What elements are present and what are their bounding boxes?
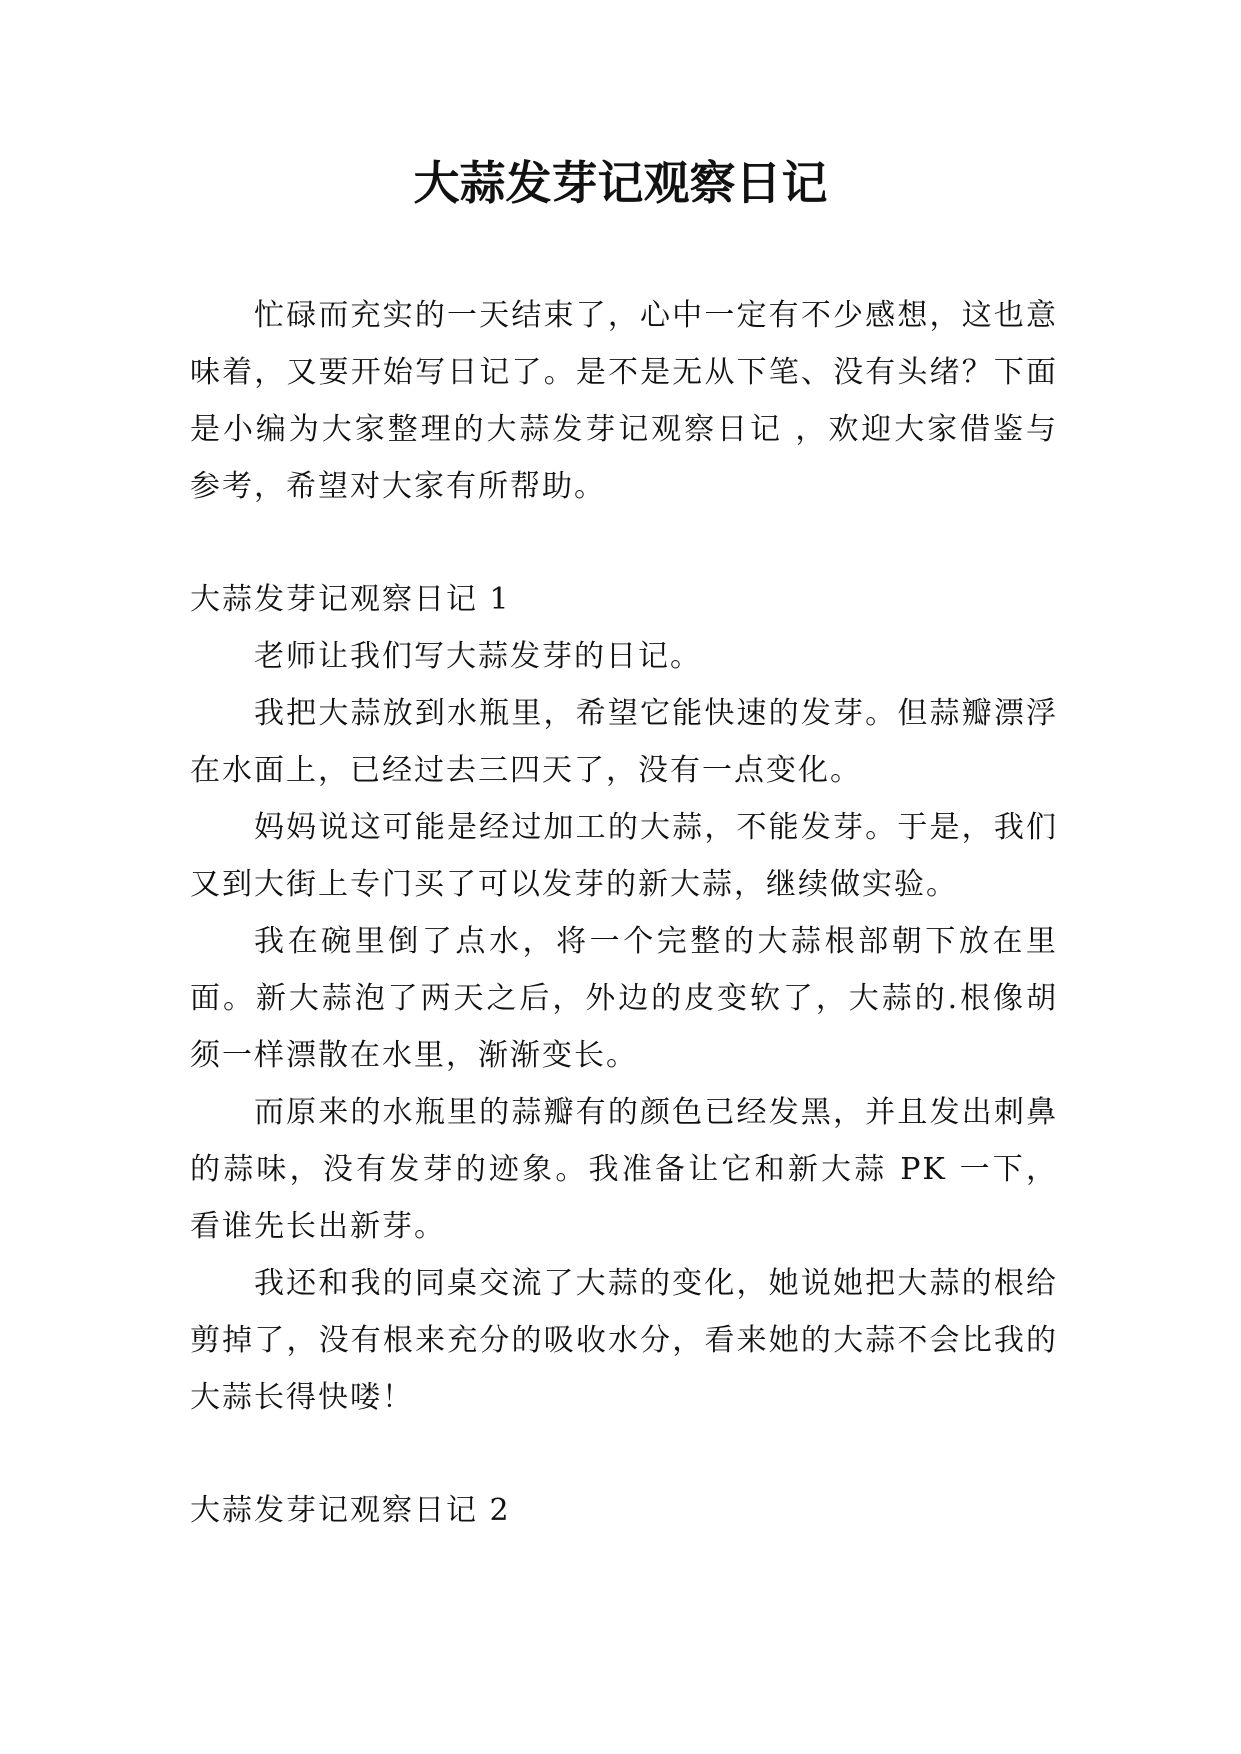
diary-section-2 [190,1482,1058,1539]
section-heading: 大蒜发芽记观察日记 1 [190,582,511,617]
document-title: 大蒜发芽记观察日记 [413,156,828,210]
diary-section-1 [190,571,1058,1426]
section-spacer [190,1426,1058,1482]
section-paragraph: 而原来的水瓶里的蒜瓣有的颜色已经发黑，并且发出刺鼻的蒜味，没有发芽的迹象。我准备让它和新大蒜 PK 一下，看谁先长出新芽。 [190,1095,1058,1244]
section-paragraph: 老师让我们写大蒜发芽的日记。 [254,639,702,674]
section-paragraph: 妈妈说这可能是经过加工的大蒜，不能发芽。于是，我们又到大街上专门买了可以发芽的新大蒜，继续做实验。 [190,810,1058,902]
intro-paragraph: 忙碌而充实的一天结束了，心中一定有不少感想，这也意味着，又要开始写日记了。是不是无从下笔、没有头绪？下面是小编为大家整理的大蒜发芽记观察日记 ，欢迎大家借鉴与参考，希望对大家有所帮助。 [190,298,1058,504]
section-heading: 大蒜发芽记观察日记 2 [190,1493,511,1528]
section-paragraph: 我把大蒜放到水瓶里，希望它能快速的发芽。但蒜瓣漂浮在水面上，已经过去三四天了，没有一点变化。 [190,696,1058,788]
document-body [190,287,1058,1539]
section-paragraph: 我还和我的同桌交流了大蒜的变化，她说她把大蒜的根给剪掉了，没有根来充分的吸收水分，看来她的大蒜不会比我的大蒜长得快喽！ [190,1266,1058,1415]
section-paragraph: 我在碗里倒了点水，将一个完整的大蒜根部朝下放在里面。新大蒜泡了两天之后，外边的皮变软了，大蒜的.根像胡须一样漂散在水里，渐渐变长。 [190,924,1058,1073]
